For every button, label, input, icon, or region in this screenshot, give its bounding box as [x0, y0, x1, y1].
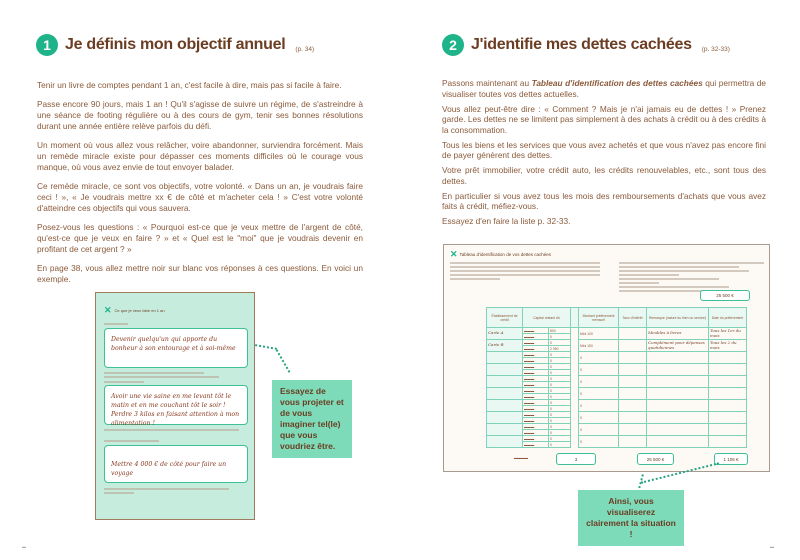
lender-cell: Carte A — [487, 328, 523, 340]
remark-cell — [647, 400, 709, 412]
rate-cell — [619, 352, 647, 364]
debt-table — [486, 307, 747, 448]
capital-cell: 0 — [549, 364, 571, 370]
remark-cell — [647, 424, 709, 436]
worksheet-heading-text: Ce que je veux faire en 1 an — [114, 308, 165, 313]
lender-cell — [487, 436, 523, 448]
paragraph: Votre prêt immobilier, votre crédit auto, les crédits renouvelables, etc., sont tous des dettes. — [442, 165, 766, 186]
monthly-cell: 0 — [579, 436, 619, 448]
intro-line — [450, 270, 600, 272]
type-label-cell: ▬▬▬ — [523, 394, 549, 400]
goal-worksheet-example — [95, 292, 255, 520]
lender-cell — [487, 376, 523, 388]
paragraph: Un moment où vous allez vous relâcher, voire abandonner, surviendra forcément. Mais un remède miracle existe pour dépasser ces moments difficiles où le courage vous manque, où vous avez envie de tout envoyer balader. — [37, 139, 363, 173]
monthly-cell: 0 — [579, 412, 619, 424]
intro-line — [450, 278, 500, 280]
date-cell — [709, 364, 747, 376]
monthly-cell: 0 — [579, 388, 619, 400]
body-text — [37, 80, 363, 293]
date-cell — [709, 400, 747, 412]
count-label: ▬▬▬▬ — [514, 456, 528, 460]
hint-line — [104, 488, 229, 490]
page-reference: (p. 32-33) — [701, 46, 730, 53]
type-label-cell: ▬▬▬ — [523, 334, 549, 340]
type-label-cell: ▬▬▬ — [523, 382, 549, 388]
paragraph: En page 38, vous allez mettre noir sur blanc vos réponses à ces questions. En voici un exemple. — [37, 263, 363, 285]
remark-cell — [647, 376, 709, 388]
monthly-cell: Mini 150 — [579, 340, 619, 352]
body-text — [442, 78, 766, 231]
date-cell — [709, 376, 747, 388]
capital-cell: 0 — [549, 358, 571, 364]
monthly-cell: Mini 100 — [579, 328, 619, 340]
type-label-cell: ▬▬▬ — [523, 418, 549, 424]
table-header-row — [487, 308, 747, 328]
type-label-cell: ▬▬▬ — [523, 340, 549, 346]
rate-cell — [619, 376, 647, 388]
type-label-cell: ▬▬▬ — [523, 400, 549, 406]
answer-box: Avoir une vie saine en me levant tôt le matin et en me couchant tôt le soir ! Perdre 3 kilos en faisant attention à mon alimentation ! — [104, 385, 248, 425]
page-reference: (p. 34) — [295, 46, 315, 53]
spacer-cell — [571, 328, 579, 448]
capital-cell: 0 — [549, 376, 571, 382]
intro-line — [450, 266, 600, 268]
answer-box: Mettre 4 000 € de côté pour faire un voyage — [104, 445, 248, 483]
capital-cell: 0 — [549, 352, 571, 358]
column-header: Montant prélèvement mensuel — [579, 308, 619, 328]
rate-cell — [619, 340, 647, 352]
scissors-icon: ✕ — [104, 305, 112, 315]
label-line — [104, 323, 128, 325]
rate-cell — [619, 400, 647, 412]
paragraph: Ce remède miracle, ce sont vos objectifs, votre volonté. « Dans un an, je voudrais faire ceci ! », « Je voudrais mettre xx € de côté et m'acheter cela ! » C'est votre volonté d'atteindre ces objectifs qui vous sauvera. — [37, 180, 363, 214]
type-label-cell: ▬▬▬ — [523, 424, 549, 430]
type-label-cell: ▬▬▬ — [523, 364, 549, 370]
remark-cell — [647, 412, 709, 424]
type-label-cell: ▬▬▬ — [523, 358, 549, 364]
capital-cell: 0 — [549, 388, 571, 394]
capital-total-box — [637, 453, 674, 465]
type-label-cell: ▬▬▬ — [523, 352, 549, 358]
paragraph: Passe encore 90 jours, mais 1 an ! Qu'il s'agisse de suivre un régime, de s'astreindre à une séance de footing régulière ou à des cours de gym, tenir ses bonnes résolutions durant une année entière relève parfois du défi. — [37, 98, 363, 132]
lender-cell — [487, 412, 523, 424]
remark-cell: Meubles à livres — [647, 328, 709, 340]
date-cell — [709, 412, 747, 424]
section-title — [442, 34, 730, 56]
intro-line — [619, 266, 739, 268]
intro-line — [450, 274, 600, 276]
date-cell: Tous les 2 du mois — [709, 340, 747, 352]
capital-cell: 0 — [549, 418, 571, 424]
paragraph: Tenir un livre de comptes pendant 1 an, c'est facile à dire, mais pas si facile à faire. — [37, 80, 342, 90]
column-header: Capital restant dû — [523, 308, 571, 328]
capital-cell: 800 — [549, 328, 571, 334]
page-number-marker: ▬ — [22, 544, 26, 549]
page-number-marker: ▬ — [770, 544, 774, 549]
callout-connector — [276, 349, 291, 373]
date-cell — [709, 424, 747, 436]
column-header: Remarque (nature du bien ou service) — [647, 308, 709, 328]
answer-box: Devenir quelqu'un qui apporte du bonheur à son entourage et à soi-même — [104, 328, 248, 368]
paragraph: En particulier si vous avez tous les mois des remboursements d'achats que vous avez faits à crédit, méfiez-vous. — [442, 190, 766, 211]
type-label-cell: ▬▬▬ — [523, 376, 549, 382]
label-line — [104, 381, 144, 383]
capital-cell: 0 — [549, 412, 571, 418]
lender-count-box — [556, 453, 596, 465]
rate-cell — [619, 388, 647, 400]
paragraph: Tous les biens et les services que vous avez achetés et que vous n'avez pas encore fini de payer génèrent des dettes. — [442, 139, 766, 160]
paragraph: Essayez d'en faire la liste p. 32-33. — [442, 216, 571, 226]
type-label-cell: ▬▬▬ — [523, 412, 549, 418]
date-cell — [709, 436, 747, 448]
lender-cell: Carte B — [487, 340, 523, 352]
monthly-cell: 0 — [579, 424, 619, 436]
rate-cell — [619, 412, 647, 424]
monthly-cell: 0 — [579, 364, 619, 376]
worksheet-heading — [450, 249, 551, 260]
lender-cell — [487, 352, 523, 364]
date-cell — [709, 352, 747, 364]
paragraph — [442, 78, 766, 99]
section-heading: Je définis mon objectif annuel — [65, 36, 286, 53]
worksheet-heading — [104, 305, 165, 316]
intro-line — [450, 262, 600, 264]
lender-count-value: 3 — [574, 456, 578, 462]
intro-line — [619, 274, 679, 276]
text-segment: qui permettra de visualiser toutes vos dettes actuelles. — [442, 78, 766, 99]
type-label-cell: ▬▬▬ — [523, 346, 549, 352]
capital-cell: 0 — [549, 400, 571, 406]
paragraph: Posez-vous les questions : « Pourquoi est-ce que je veux mettre de l'argent de côté, qu'est-ce que je veux en faire ? » et « Quel est le "moi" que je voudrais devenir en profitant de cet argent ? » — [37, 222, 363, 255]
lender-cell — [487, 364, 523, 376]
column-header: Date du prélèvement — [709, 308, 747, 328]
remark-cell — [647, 352, 709, 364]
callout-box: Ainsi, vous visualiserez clairement la situation ! — [578, 490, 684, 546]
monthly-cell: 0 — [579, 376, 619, 388]
capital-cell: 0 — [549, 370, 571, 376]
type-label-cell: ▬▬▬ — [523, 442, 549, 448]
capital-total-value: 25 500 € — [646, 456, 665, 462]
intro-line — [619, 286, 729, 288]
type-label-cell: ▬▬▬ — [523, 406, 549, 412]
rate-cell — [619, 328, 647, 340]
lender-cell — [487, 388, 523, 400]
step-number-badge: 2 — [442, 34, 464, 56]
book-title-reference: Tableau d'identification des dettes cachées — [531, 78, 703, 88]
column-header: Taux d'intérêt — [619, 308, 647, 328]
rate-cell — [619, 436, 647, 448]
callout-connector — [255, 344, 277, 350]
remark-cell — [647, 388, 709, 400]
capital-cell: 0 — [549, 424, 571, 430]
remark-cell: Complément pour dépenses quotidiennes — [647, 340, 709, 352]
hint-line — [104, 492, 134, 494]
capital-cell: 0 — [549, 430, 571, 436]
capital-cell: 0 — [549, 340, 571, 346]
remark-cell — [647, 364, 709, 376]
type-label-cell: ▬▬▬ — [523, 436, 549, 442]
debt-table-worksheet-example — [443, 244, 770, 472]
total-loan-pill — [700, 290, 750, 301]
hint-line — [104, 376, 219, 378]
section-title — [36, 34, 314, 56]
intro-line — [619, 262, 764, 264]
total-loan-value: 25 500 € — [716, 293, 734, 298]
section-heading: J'identifie mes dettes cachées — [471, 36, 692, 53]
lender-cell — [487, 424, 523, 436]
hint-line — [104, 429, 239, 431]
worksheet-heading-text: Tableau d'identification de vos dettes cachées — [459, 252, 551, 257]
remark-cell — [647, 436, 709, 448]
capital-cell: 0 — [549, 382, 571, 388]
type-label-cell: ▬▬▬ — [523, 430, 549, 436]
monthly-cell: 0 — [579, 352, 619, 364]
text-segment: Passons maintenant au — [442, 78, 532, 88]
scissors-icon: ✕ — [450, 249, 458, 259]
intro-line — [619, 278, 719, 280]
rate-cell — [619, 364, 647, 376]
lender-cell — [487, 400, 523, 412]
monthly-total-box — [714, 453, 748, 465]
paragraph: Vous allez peut-être dire : « Comment ? Mais je n'ai jamais eu de dettes ! » Prenez garde. Les dettes ne se limitent pas simplement à des achats à crédit ou à des crédits à la consommation. — [442, 103, 766, 135]
hint-line — [104, 372, 204, 374]
capital-cell: 2 950 — [549, 346, 571, 352]
capital-cell: 0 — [549, 436, 571, 442]
monthly-total-value: 1 105 € — [723, 456, 739, 462]
monthly-cell: 0 — [579, 400, 619, 412]
rate-cell — [619, 424, 647, 436]
label-line — [104, 440, 159, 442]
date-cell: Tous les 1er du mois — [709, 328, 747, 340]
intro-line — [619, 270, 749, 272]
capital-cell: 0 — [549, 406, 571, 412]
date-cell — [709, 388, 747, 400]
type-label-cell: ▬▬▬ — [523, 370, 549, 376]
capital-cell: 0 — [549, 334, 571, 340]
column-header: Établissement de crédit — [487, 308, 523, 328]
type-label-cell: ▬▬▬ — [523, 388, 549, 394]
step-number-badge: 1 — [36, 34, 58, 56]
type-label-cell: ▬▬▬ — [523, 328, 549, 334]
callout-box: Essayez de vous projeter et de vous imaginer tel(le) que vous voudriez être. — [272, 380, 352, 458]
capital-cell: 0 — [549, 394, 571, 400]
capital-cell: 0 — [549, 442, 571, 448]
column-header — [571, 308, 579, 328]
intro-line — [619, 282, 659, 284]
